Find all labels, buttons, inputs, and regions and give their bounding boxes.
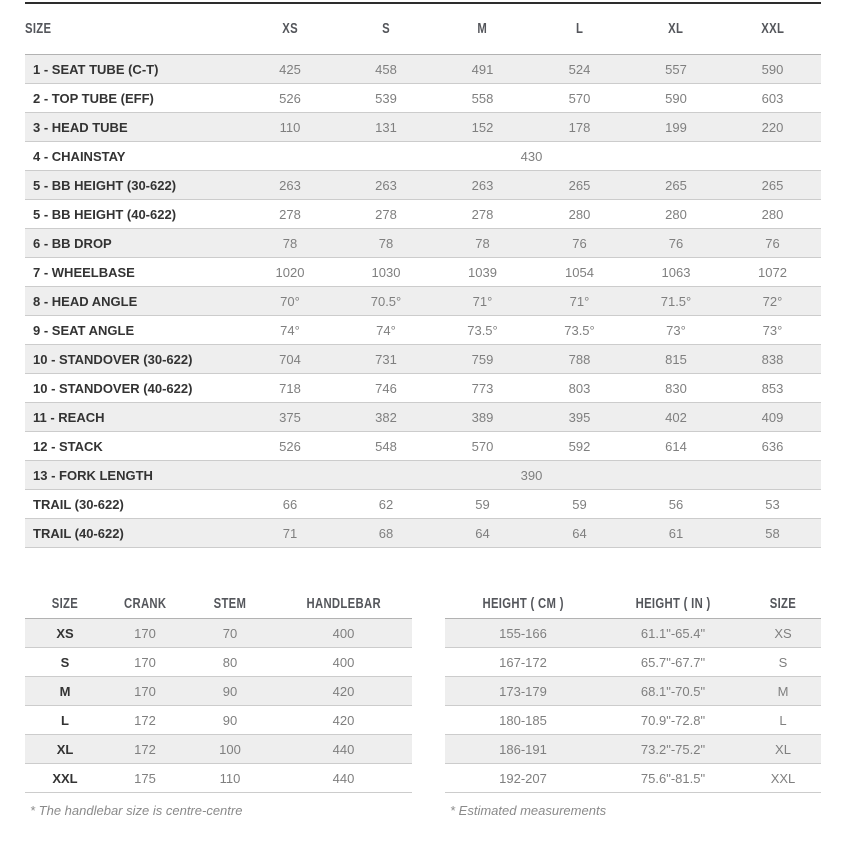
column-header-size: SIZE — [745, 590, 821, 619]
table-row — [25, 84, 821, 113]
table-row — [25, 432, 821, 461]
height-in-cell: 68.1"-70.5" — [640, 683, 706, 699]
value-cell: 280 — [761, 206, 784, 222]
value-cell: 76 — [572, 235, 587, 251]
value-cell: 59 — [475, 496, 490, 512]
value-cell: 788 — [568, 351, 591, 367]
geometry-header-row — [25, 3, 821, 55]
column-header-l: L — [531, 3, 628, 55]
value-cell: 172 — [134, 712, 156, 728]
table-row — [25, 287, 821, 316]
value-cell: 152 — [471, 119, 494, 135]
row-label-cell: TRAIL (30-622) — [33, 496, 124, 512]
value-cell: 280 — [665, 206, 687, 222]
value-cell: 557 — [665, 61, 687, 77]
value-cell: 592 — [568, 438, 591, 454]
table-row — [25, 764, 412, 793]
value-cell: 61 — [668, 525, 684, 541]
row-label-cell: 3 - HEAD TUBE — [33, 119, 128, 135]
value-cell: 56 — [668, 496, 684, 512]
value-cell: 71° — [472, 293, 493, 309]
value-cell: 170 — [134, 625, 156, 641]
row-label-cell: 7 - WHEELBASE — [33, 264, 135, 280]
value-cell: 71° — [569, 293, 590, 309]
value-cell: 73° — [666, 322, 686, 338]
table-row — [25, 55, 821, 84]
table-row — [25, 706, 412, 735]
value-cell: 400 — [332, 625, 355, 641]
row-label-cell: 13 - FORK LENGTH — [33, 467, 153, 483]
column-header-m: M — [434, 3, 531, 55]
value-cell: 76 — [668, 235, 684, 251]
value-cell: 1063 — [661, 264, 691, 280]
height-in-cell: 61.1"-65.4" — [640, 625, 706, 641]
table-row — [25, 113, 821, 142]
table-row — [25, 619, 412, 648]
value-cell: 78 — [282, 235, 298, 251]
size-cell: XS — [774, 625, 792, 641]
row-label-cell: 5 - BB HEIGHT (40-622) — [33, 206, 177, 222]
height-cm-cell: 186-191 — [499, 741, 547, 757]
value-cell: 539 — [375, 90, 397, 106]
row-label-cell: 12 - STACK — [33, 438, 103, 454]
column-header-handlebar: HANDLEBAR — [275, 590, 412, 619]
height-in-cell: 75.6"-81.5" — [640, 770, 706, 786]
column-header-xxl: XXL — [724, 3, 821, 55]
column-header-size — [25, 3, 242, 55]
value-cell: 59 — [572, 496, 587, 512]
value-cell: 526 — [279, 90, 301, 106]
value-cell: 524 — [568, 61, 591, 77]
value-cell: 815 — [665, 351, 687, 367]
value-cell: 263 — [279, 177, 301, 193]
value-cell: 853 — [761, 380, 784, 396]
table-row — [25, 345, 821, 374]
value-cell: 78 — [378, 235, 394, 251]
value-cell: 73.5° — [467, 322, 498, 338]
column-header-xl: XL — [628, 3, 724, 55]
size-cell: XL — [775, 741, 791, 757]
value-cell: 62 — [378, 496, 394, 512]
value-cell: 66 — [282, 496, 298, 512]
value-cell: 68 — [378, 525, 394, 541]
value-cell: 1054 — [565, 264, 594, 280]
value-cell: 420 — [332, 712, 355, 728]
size-cell: XXL — [52, 770, 78, 786]
row-label-cell: 5 - BB HEIGHT (30-622) — [33, 177, 177, 193]
value-cell: 440 — [332, 741, 355, 757]
value-cell: 71.5° — [660, 293, 692, 309]
value-cell: 375 — [279, 409, 301, 425]
column-header-crank: CRANK — [105, 590, 185, 619]
value-cell: 278 — [375, 206, 397, 222]
table-row — [25, 648, 412, 677]
value-cell: 90 — [222, 712, 238, 728]
height-in-cell: 70.9"-72.8" — [640, 712, 706, 728]
value-cell: 440 — [332, 770, 355, 786]
value-cell: 830 — [665, 380, 687, 396]
span-value-cell: 390 — [520, 467, 543, 483]
value-cell: 389 — [471, 409, 494, 425]
value-cell: 409 — [761, 409, 784, 425]
value-cell: 70 — [222, 625, 238, 641]
value-cell: 614 — [665, 438, 687, 454]
value-cell: 395 — [568, 409, 591, 425]
value-cell: 458 — [375, 61, 397, 77]
value-cell: 263 — [471, 177, 494, 193]
height-cm-cell: 192-207 — [499, 770, 547, 786]
estimated-footnote: * Estimated measurements — [450, 803, 607, 818]
value-cell: 1020 — [275, 264, 305, 280]
size-cell: L — [61, 712, 69, 728]
value-cell: 759 — [471, 351, 494, 367]
table-row — [445, 706, 821, 735]
value-cell: 172 — [134, 741, 156, 757]
value-cell: 718 — [279, 380, 301, 396]
size-cell: XXL — [770, 770, 796, 786]
value-cell: 90 — [222, 683, 238, 699]
table-row — [25, 677, 412, 706]
table-row — [445, 735, 821, 764]
table-row — [445, 648, 821, 677]
table-row — [25, 258, 821, 287]
value-cell: 170 — [134, 654, 156, 670]
table-row — [445, 677, 821, 706]
value-cell: 265 — [568, 177, 591, 193]
value-cell: 570 — [471, 438, 494, 454]
value-cell: 526 — [279, 438, 301, 454]
height-table-block — [445, 590, 821, 818]
geometry-table — [25, 2, 821, 548]
size-cell: S — [60, 654, 70, 670]
value-cell: 220 — [761, 119, 784, 135]
value-cell: 773 — [471, 380, 494, 396]
value-cell: 746 — [375, 380, 397, 396]
value-cell: 382 — [375, 409, 397, 425]
row-label-cell: 10 - STANDOVER (40-622) — [33, 380, 193, 396]
table-row — [25, 316, 821, 345]
value-cell: 603 — [761, 90, 784, 106]
value-cell: 80 — [222, 654, 238, 670]
value-cell: 590 — [665, 90, 687, 106]
table-row — [25, 374, 821, 403]
value-cell: 78 — [475, 235, 490, 251]
value-cell: 570 — [568, 90, 591, 106]
height-in-cell: 73.2"-75.2" — [640, 741, 706, 757]
height-header-row — [445, 590, 821, 619]
table-row — [445, 764, 821, 793]
value-cell: 64 — [475, 525, 490, 541]
size-cell: M — [59, 683, 71, 699]
value-cell: 590 — [761, 61, 784, 77]
value-cell: 731 — [375, 351, 397, 367]
value-cell: 400 — [332, 654, 355, 670]
span-value-cell: 430 — [520, 148, 543, 164]
height-cm-cell: 180-185 — [499, 712, 547, 728]
value-cell: 265 — [665, 177, 687, 193]
value-cell: 1030 — [371, 264, 401, 280]
value-cell: 64 — [572, 525, 587, 541]
size-cell: S — [778, 654, 788, 670]
table-row — [445, 619, 821, 648]
value-cell: 100 — [219, 741, 241, 757]
size-cell: XL — [56, 741, 74, 757]
value-cell: 1039 — [468, 264, 497, 280]
value-cell: 58 — [765, 525, 780, 541]
row-label-cell: 2 - TOP TUBE (EFF) — [33, 90, 154, 106]
value-cell: 838 — [761, 351, 784, 367]
handlebar-footnote: * The handlebar size is centre-centre — [30, 803, 243, 818]
value-cell: 704 — [279, 351, 301, 367]
value-cell: 491 — [471, 61, 494, 77]
row-label-cell: 10 - STANDOVER (30-622) — [33, 351, 193, 367]
value-cell: 278 — [279, 206, 301, 222]
value-cell: 110 — [279, 119, 301, 135]
rider-height-table — [445, 590, 821, 793]
height-cm-cell: 155-166 — [499, 625, 547, 641]
column-header-s: S — [338, 3, 434, 55]
value-cell: 558 — [471, 90, 494, 106]
value-cell: 278 — [471, 206, 494, 222]
height-cm-cell: 167-172 — [499, 654, 547, 670]
column-header-stem: STEM — [185, 590, 275, 619]
size-cell: M — [777, 683, 789, 699]
row-label-cell: 8 - HEAD ANGLE — [33, 293, 138, 309]
column-header-size: SIZE — [25, 590, 105, 619]
table-row — [25, 229, 821, 258]
value-cell: 280 — [568, 206, 591, 222]
table-row — [25, 735, 412, 764]
value-cell: 425 — [279, 61, 301, 77]
components-table-block — [25, 590, 412, 818]
value-cell: 178 — [568, 119, 591, 135]
value-cell: 70.5° — [370, 293, 402, 309]
value-cell: 53 — [765, 496, 780, 512]
size-cell: XS — [56, 625, 74, 641]
value-cell: 1072 — [758, 264, 787, 280]
secondary-tables-section — [25, 590, 821, 818]
value-cell: 72° — [762, 293, 783, 309]
value-cell: 73.5° — [564, 322, 595, 338]
value-cell: 420 — [332, 683, 355, 699]
size-cell: L — [779, 712, 787, 728]
value-cell: 402 — [665, 409, 687, 425]
table-row — [25, 490, 821, 519]
value-cell: 76 — [765, 235, 780, 251]
height-in-cell: 65.7"-67.7" — [640, 654, 706, 670]
value-cell: 803 — [568, 380, 591, 396]
row-label-cell: 11 - REACH — [33, 409, 105, 425]
column-header-xs: XS — [242, 3, 338, 55]
value-cell: 110 — [219, 770, 241, 786]
value-cell: 131 — [375, 119, 397, 135]
row-label-cell: TRAIL (40-622) — [33, 525, 124, 541]
value-cell: 265 — [761, 177, 784, 193]
value-cell: 548 — [375, 438, 397, 454]
value-cell: 636 — [761, 438, 784, 454]
value-cell: 73° — [762, 322, 783, 338]
value-cell: 263 — [375, 177, 397, 193]
table-row — [25, 171, 821, 200]
value-cell: 199 — [665, 119, 687, 135]
column-header-label: SIZE — [25, 21, 52, 37]
value-cell: 74° — [376, 322, 396, 338]
table-row — [25, 142, 821, 171]
components-header-row — [25, 590, 412, 619]
table-row — [25, 519, 821, 548]
height-cm-cell: 173-179 — [499, 683, 547, 699]
column-header-height-cm: HEIGHT ( CM ) — [445, 590, 601, 619]
value-cell: 71 — [282, 525, 298, 541]
value-cell: 170 — [134, 683, 156, 699]
row-label-cell: 9 - SEAT ANGLE — [33, 322, 135, 338]
table-row — [25, 403, 821, 432]
value-cell: 70° — [280, 293, 300, 309]
table-row — [25, 200, 821, 229]
value-cell: 175 — [134, 770, 156, 786]
components-table — [25, 590, 412, 793]
column-header-height-in: HEIGHT ( IN ) — [601, 590, 745, 619]
row-label-cell: 1 - SEAT TUBE (C-T) — [33, 61, 159, 77]
value-cell: 74° — [280, 322, 300, 338]
table-row — [25, 461, 821, 490]
row-label-cell: 4 - CHAINSTAY — [33, 148, 126, 164]
row-label-cell: 6 - BB DROP — [33, 235, 112, 251]
